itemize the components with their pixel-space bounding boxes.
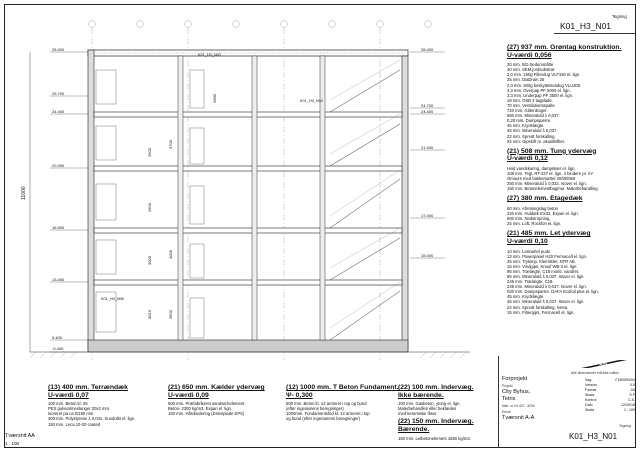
spec-basement-heading: (21) 650 mm. Kælder ydervæg — [168, 384, 265, 391]
level-right-1: 28.400 — [421, 47, 434, 52]
spec-right-3-line: 95 mm. Mineraluld λ 0,037. Isover el. lign. — [507, 273, 585, 279]
footer-scale: 1 : 100 — [5, 441, 20, 446]
spec-right-2-line: 600 mm. Nedstropning, — [507, 216, 551, 222]
level-lines-left — [50, 52, 88, 352]
spec-right-3-line: 95 mm. Trælægte, C18 montr. vandret. — [507, 268, 580, 274]
spec-right-1-line: Hvid vandskuring, dampskær el. lign. — [507, 165, 576, 171]
header-tegning-label: Tegning — [612, 14, 627, 19]
spec-bottom-1-line: 500 mm. Præfabrikeret sandwichelement — [168, 401, 245, 407]
dim-mid-2: 2600 — [146, 203, 152, 212]
room-tag-2: K01_H3_N04 — [300, 99, 323, 103]
level-left-5: 16.500 — [52, 225, 65, 230]
tb-projekt2: Tetris — [502, 396, 516, 402]
dim-mid-3: 3000 — [146, 256, 152, 265]
spec-bottom-2-line: (efter ingeniørens beregninger) — [286, 406, 344, 412]
spec-right-0-line: 18 mm. OSB 3 tagplade. — [507, 97, 553, 103]
tb-matr: Matr. nr. Nr. 637 - 820b — [502, 404, 535, 408]
height-dimension: 11000 — [21, 186, 27, 200]
spec-right-3-line: 15 mm. Vindgips, Knauf WB-3 el. lign. — [507, 263, 578, 269]
spec-foundation — [286, 384, 406, 422]
tb-meta-key: Version — [585, 383, 597, 387]
spec-terrain-uvalue: U-værdi 0,07 — [48, 391, 89, 399]
spec-basement-uvalue: U-værdi 0,09 — [168, 391, 209, 399]
spec-right-1-line: 108 mm. Tegl, RT-327 el. lign. 4 bindere pr. m² — [507, 170, 593, 176]
spec-iw100-lines — [398, 401, 496, 416]
spec-right-2-line: 25 mm. Loft, Rockfon el. lign. — [507, 221, 562, 227]
tb-meta-key: Kontrol — [585, 398, 597, 402]
spec-right-3-line: 245 mm. Mineraluld λ 0,037. Isover el. lign. — [507, 284, 587, 290]
tb-meta-value: 0.0 — [630, 383, 635, 387]
left-outer-wall — [88, 50, 94, 350]
level-left-1: 28.400 — [52, 47, 65, 52]
dim-tall-4: 3600 — [167, 310, 173, 319]
spec-right-1-line: 250 mm. Mineraluld λ 0,032. Isover el. lign. — [507, 181, 587, 187]
windows-left — [96, 70, 116, 332]
level-left-3: 24.400 — [52, 109, 65, 114]
spec-bottom-3-line: 100 mm. Gasbeton, ytong el. lign. — [398, 401, 461, 407]
level-left-4: 20.900 — [52, 163, 65, 168]
spec-right-0-line: 30 mm. BG-Sedummåtte — [507, 62, 554, 68]
tb-meta-value: S.F — [629, 393, 635, 397]
tb-forprojekt: Forprojekt — [502, 376, 528, 382]
spec-right-2-line: 320 mm. Huldæk EX32, Expan el. lign. — [507, 211, 579, 217]
tb-meta-value: A3 — [630, 388, 635, 392]
level-right-3: 24.400 — [421, 109, 434, 114]
basement-slab — [88, 340, 408, 352]
room-tag-3: K01_H3_N06 — [101, 297, 124, 301]
spec-bottom-0-line: 150 mm. Leca 10-20 coated — [48, 421, 101, 427]
spec-floor-heading: (27) 380 mm. Etagedæk — [507, 195, 583, 203]
tb-note: Alle dimensioner må ikke måles — [571, 371, 619, 375]
spec-right-3-line: 13 mm. Powerpanel H20 Fermacell el. lign. — [507, 253, 588, 259]
level-right-2: 24.700 — [421, 103, 434, 108]
spec-foundation-heading: (12) 1000 mm. T Beton Fundament. — [286, 384, 399, 391]
room-tag-1: K01_H3_N03 — [198, 53, 221, 57]
tb-emne: Tværsnit A-A — [502, 415, 535, 421]
level-left-2: 25.700 — [52, 91, 65, 96]
spec-iw150-subheading: Bærende. — [398, 426, 430, 434]
tb-meta-value: C.S. — [628, 398, 635, 402]
company-logo — [579, 358, 629, 370]
spec-basement-lines — [168, 401, 284, 416]
spec-iw100-heading: (22) 100 mm. Indervæg. — [398, 384, 474, 391]
tb-meta-row — [585, 408, 635, 413]
spec-heavy-wall-uvalue: U-værdi 0,12 — [507, 155, 548, 163]
spec-bottom-2-line: 500 mm. Beton kl. 12 armeret i top og bund — [286, 401, 367, 407]
spec-right-0-line: 25 mm. DiaDrain 25 — [507, 77, 545, 83]
spec-terrain-slab — [48, 384, 166, 427]
spec-interior-wall-100 — [398, 384, 496, 441]
spec-right-0-line: 25 mm. Gipsloft m. akustikfilter. — [507, 138, 566, 144]
spec-roof-heading: (27) 937 mm. Grøntag konstruktion. — [507, 44, 622, 51]
spec-right-0-line: 720 mm. Gitterdrager. — [507, 108, 548, 114]
spec-bottom-1-line: 150 mm. Hårdisolering (Drænplade EPS) — [168, 411, 245, 417]
dim-tall-3: 4000 — [167, 250, 173, 259]
spec-basement-wall — [168, 384, 284, 416]
spec-right-column — [507, 44, 635, 315]
level-left-8: -0.400 — [52, 346, 64, 351]
spec-light-wall-heading: (21) 485 mm. Let ydervæg — [507, 230, 591, 238]
spec-right-3-line: 245 mm. Trælægte, C18. — [507, 279, 554, 285]
spec-iw100-subheading: Ikke bærende. — [398, 391, 444, 399]
spec-bottom-3-line: Malerbehandles eller beklædes — [398, 406, 457, 412]
tb-meta-key: Skala — [585, 393, 594, 397]
tb-meta-value: F1809/K004 — [615, 378, 635, 382]
spec-right-0-line: 3,3 mm. Underpap PF 3500 el. lign. — [507, 92, 574, 98]
spec-right-1-line: 150 mm. Betonelementbagmur. Malerbehandling. — [507, 186, 599, 192]
level-right-6: 15.000 — [421, 253, 434, 258]
spec-right-0-line: 40 mm. SEM jordsubstrat — [507, 67, 555, 73]
spec-light-wall-uvalue: U-værdi 0,10 — [507, 237, 548, 245]
level-left-7: 0.400 — [52, 335, 63, 340]
spec-bottom-2-line: 1000mm. Fundamentsfod kl. 12 armeret i top — [286, 411, 370, 417]
spec-right-0-line: 4,3 mm. Overpap PF 5000 el. lign. — [507, 87, 571, 93]
spec-right-0-line: 22 mm. Spredt forskalling. — [507, 133, 556, 139]
spec-floor-lines — [507, 206, 635, 226]
spec-heavy-wall-heading: (21) 508 mm. Tung ydervæg — [507, 147, 597, 155]
spec-right-0-line: 70 mm. Ventilationsspalte — [507, 102, 555, 108]
spec-bottom-2-line: og bund (efter ingeniørens beregninger) — [286, 416, 361, 422]
svg-text:SP: SP — [599, 363, 608, 369]
spec-right-3-line: 45 mm. Krydslægte. — [507, 294, 545, 300]
floor-slabs — [94, 112, 402, 285]
tb-meta-key: Dato — [585, 403, 593, 407]
spec-bottom-1-line: Beton- 2300 kg/m3. Expan el. lign. — [168, 406, 233, 412]
spec-right-3-line: 45 mm. Mineraluld λ 0,037. Isover el. lign. — [507, 299, 585, 305]
level-lines-right — [410, 52, 445, 258]
tb-meta-table — [585, 378, 635, 413]
staircase — [330, 70, 400, 340]
spec-roof-uvalue: U-værdi 0,056 — [507, 51, 552, 59]
spec-foundation-lines — [286, 401, 406, 421]
level-right-5: 17.400 — [421, 213, 434, 218]
spec-roof-lines — [507, 62, 635, 144]
footer-title: Tværsnit AA — [5, 433, 35, 439]
spec-right-0-line: 45 mm. Krydslægte. — [507, 123, 545, 129]
spec-bottom-0-line: Isoreret pa ca.0/150 mm — [48, 411, 94, 417]
spec-right-0-line: 650 mm. Mineraluld λ 0,037. — [507, 113, 560, 119]
tb-meta-key: Format — [585, 388, 597, 392]
right-outer-wall — [402, 56, 408, 350]
level-left-6: 13.400 — [52, 277, 65, 282]
spec-terrain-lines — [48, 401, 166, 426]
spec-bottom-4-line: 150 mm. Letbetonelement 1650 kg/m3. — [398, 435, 471, 441]
dim-tall-1: 2680 — [211, 94, 217, 103]
tb-drawing-number: K01_H3_N01 — [569, 432, 618, 441]
spec-right-3-line: 10 mm. Letmørtel puds — [507, 248, 551, 254]
spec-heavy-wall-lines — [507, 166, 635, 191]
spec-right-0-line: 2,0 mm. 150g Filterdug VLF150 el. lign. — [507, 72, 581, 78]
stair-rails — [330, 60, 400, 328]
spec-right-3-line: 15 mm. Fibergips, Fermacell el. lign. — [507, 309, 575, 315]
tb-projekt-label: Projekt — [502, 384, 513, 388]
tb-tegning-label: Tegning — [619, 424, 631, 428]
dim-tall-2: 3700 — [167, 140, 173, 149]
spec-bottom-0-line: PEX gulvvarmeslanger 20x2 mm. — [48, 406, 111, 412]
spec-right-3-line: 22 mm. Spredt forskalling, lvreta. — [507, 304, 569, 310]
header-drawing-number: K01_H3_N01 — [560, 21, 612, 31]
dim-mid-1: 2600 — [146, 148, 152, 157]
spec-right-3-line: 020 mm. Dampspærre. DAFA Ecofoil plus el. lign. — [507, 289, 599, 295]
spec-bottom-0-line: 100 mm. Beton kl. 25 — [48, 401, 88, 407]
level-right-4: 21.900 — [421, 145, 434, 150]
spec-bottom-0-line: 300 mm. Polystyrene λ 0,031. Sundolitt el. lign. — [48, 416, 136, 422]
spec-right-0-line: 0,20 mm. Dampspærre. — [507, 118, 552, 124]
spec-foundation-psi: Ψ- 0,300 — [286, 391, 313, 399]
spec-right-0-line: 2,0 mm. 300g beskyttelsesdug VLU300. — [507, 82, 582, 88]
dim-mid-4: 3610 — [146, 310, 152, 319]
ground-hatch — [30, 352, 466, 358]
spec-right-1-line: Omuurs med bakkemørtel 20/80/550 — [507, 176, 576, 182]
title-block — [498, 356, 637, 448]
spec-right-0-line: 45 mm. Mineraluld λ 0,037. — [507, 128, 558, 134]
spec-iw150-heading: (22) 150 mm. Indervæg. — [398, 418, 474, 426]
tb-meta-value: 12/09/18 — [621, 403, 635, 407]
spec-iw150-lines — [398, 436, 496, 441]
spec-right-2-line: 60 mm. Afretningslag beton — [507, 205, 558, 211]
spec-terrain-heading: (13) 400 mm. Terrændæk — [48, 384, 128, 391]
openings — [190, 70, 204, 338]
spec-right-3-line: 25 mm. Trykimp. Klemlister, NTR AB. — [507, 258, 576, 264]
tb-meta-key: Skala — [585, 408, 594, 412]
tb-emne-label: Emne — [502, 410, 511, 414]
spec-light-wall-lines — [507, 249, 635, 315]
tb-meta-value: 1 : 100 — [624, 408, 635, 412]
tb-meta-key: Sag — [585, 378, 592, 382]
tb-projekt: City Byhus, — [502, 389, 531, 395]
spec-bottom-3-line: med keramiske fliser. — [398, 411, 438, 417]
